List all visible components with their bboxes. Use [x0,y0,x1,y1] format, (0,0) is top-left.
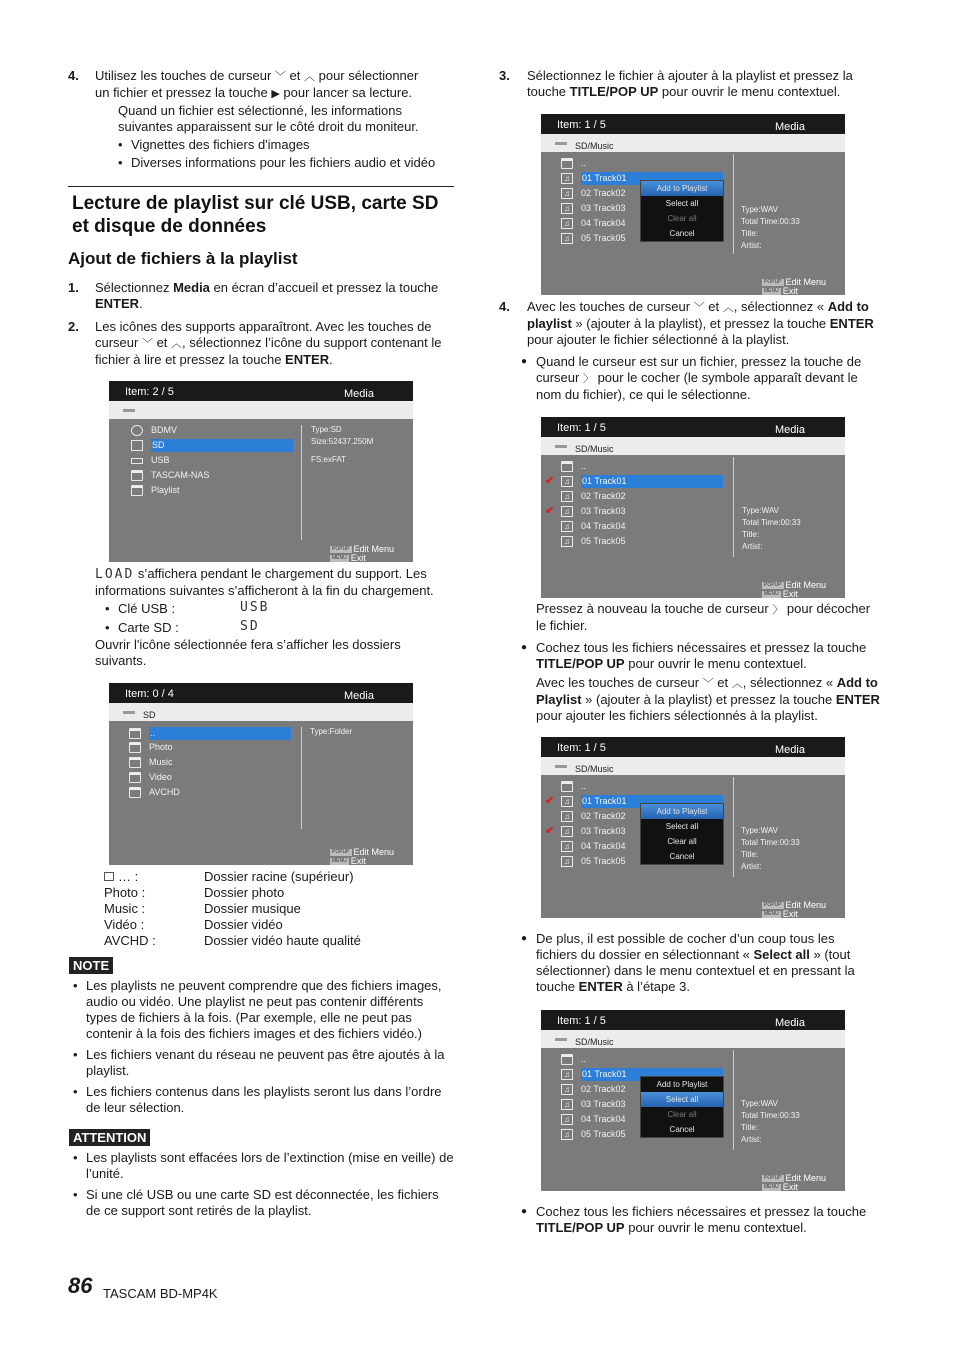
list-item[interactable]: ♫ 04 Track04 [581,840,626,853]
cursor-right-icon: 〉 [582,372,594,385]
menu-item-cancel[interactable]: Cancel [669,1125,695,1134]
bullet-item: • Carte SD : [118,620,179,636]
list-item[interactable]: BDMV [151,424,177,437]
sd-card-icon [131,440,143,451]
cursor-up-icon: ︿ [731,677,743,690]
music-screen-checked-menu: Item: 1 / 5 Media SD/Music .. ✔ ♫ 01 Track01 ♫ 02 Track02 ✔ ♫ 03 Track03 ♫ 04 Track04 ♫ 05 Track05 Add to Playlist Select all Clear all Cancel Type:WAV Total Time:00:33 Title: Artist: POPUP Edit Menu MENU Exit [541,737,845,918]
list-item[interactable]: TASCAM-NAS [151,469,209,482]
disc-icon [131,425,143,436]
music-screen-select-all: Item: 1 / 5 Media SD/Music .. ♫ 01 Track01 ♫ 02 Track02 ♫ 03 Track03 ♫ 04 Track04 ♫ 05 Track05 Add to Playlist Select all Clear all Cancel Type:WAV Total Time:00:33 Title: Artist: POPUP Edit Menu MENU Exit [541,1010,845,1191]
music-file-icon: ♫ [561,1129,573,1140]
note-item: • Les fichiers venant du réseau ne peuvent pas être ajoutés à la playlist. [86,1047,454,1079]
list-item[interactable]: ♫ 04 Track04 [581,217,626,230]
list-item[interactable]: ♫ 05 Track05 [581,1128,626,1141]
step-number: 4. [68,68,79,83]
cursor-down-icon: ﹀ [274,70,286,83]
parent-folder-icon [561,461,573,472]
section-divider [68,186,454,187]
folder-icon [129,772,141,783]
paragraph: LOAD s’affichera pendant le chargement du support. Les informations suivantes s’afficheront à la fin du chargement. [95,566,434,598]
folder-icon [129,742,141,753]
menu-item-cancel[interactable]: Cancel [669,229,695,238]
step-text: Utilisez les touches de curseur ﹀ et ︿ pour sélectionner un fichier et pressez la touche ▶ pour lancer sa lecture. [95,68,419,100]
bullet-item: ● Quand le curseur est sur un fichier, pressez la touche de curseur 〉 pour le cocher (le symbole apparaît devant le nom du fichier), ce qui le sélectionne. [536,354,876,403]
music-file-icon: ♫ [561,218,573,229]
parent-folder-icon [129,728,141,739]
bullet-item: • Vignettes des fichiers d'images [131,137,451,153]
context-menu [640,180,724,242]
music-file-icon: ♫ [561,233,573,244]
note-item: • Les playlists ne peuvent comprendre que des fichiers images, audio ou vidéo. Une playlist ne peut pas contenir différents types de fichiers à la fois. (Par exemple, elle ne peut pas contenir à la fois des fichiers images et des fichiers vidéo.) [86,978,454,1042]
music-file-icon: ♫ [561,1084,573,1095]
file-info: Type:SD Size:52437.250M FS:exFAT [311,425,374,464]
bullet-item: ● De plus, il est possible de cocher d’un coup tous les fichiers du dossier en sélectionnant « Select all » (tout sélectionner) dans le menu contextuel et en pressant la touche ENTER à l’étape 3. [536,931,876,995]
list-item[interactable]: .. [581,157,586,170]
list-item[interactable]: ♫ 04 Track04 [581,520,626,533]
cursor-right-icon: 〉 [772,603,784,616]
segment-display: SD [240,619,260,634]
segment-display: LOAD [95,567,135,582]
menu-item-select-all[interactable]: Select all [665,822,699,831]
media-screen-folders: Item: 0 / 4 Media SD .. Photo Music Video AVCHD Type:Folder POPUP Edit Menu MENU Exit [109,683,413,865]
list-item[interactable]: ♫ 05 Track05 [581,232,626,245]
list-item[interactable]: .. [149,727,291,740]
checkmark-icon: ✔ [545,505,555,517]
attention-item: • Les playlists sont effacées lors de l’extinction (mise en veille) de l’unité. [86,1150,454,1182]
menu-item-clear-all[interactable]: Clear all [667,837,697,846]
cursor-up-icon: ︿ [171,337,183,350]
music-screen-checked: Item: 1 / 5 Media SD/Music .. ✔ ♫ 01 Track01 ♫ 02 Track02 ✔ ♫ 03 Track03 ♫ 04 Track04 ♫ 05 Track05 Type:WAV Total Time:00:33 Title: Artist: POPUP Edit Menu MENU Exit [541,417,845,598]
folder-path-icon [123,409,135,412]
menu-item-clear-all[interactable]: Clear all [667,1110,697,1119]
parent-folder-icon [561,158,573,169]
list-item[interactable]: ♫ 02 Track02 [581,810,626,823]
folder-icon [129,787,141,798]
list-item[interactable]: ♫ 01 Track01 [581,1068,723,1081]
cursor-down-icon: ﹀ [141,337,153,350]
file-info: Type:WAV Total Time:00:33 Title: Artist: [741,826,800,871]
list-item[interactable]: ♫ 05 Track05 [581,535,626,548]
paragraph: Pressez à nouveau la touche de curseur 〉 pour décocher le fichier. [536,601,871,633]
menu-item-add-to-playlist[interactable]: Add to Playlist [641,181,723,196]
list-item[interactable]: ✔ ♫ 03 Track03 [545,825,626,837]
usb-icon [131,458,143,464]
step-text: Les icônes des supports apparaîtront. Avec les touches de curseur ﹀ et ︿, sélectionnez l’icône du support contenant le fichier à lire et pressez la touche ENTER. [95,319,442,367]
list-item[interactable]: .. [581,780,586,793]
list-item[interactable]: .. [581,460,586,473]
music-file-icon: ♫ [561,188,573,199]
context-menu [640,803,724,865]
checkmark-icon: ✔ [545,825,555,837]
list-item[interactable]: ✔ ♫ 01 Track01 [581,795,723,808]
bullet-item: ● Cochez tous les fichiers nécessaires et pressez la touche TITLE/POP UP pour ouvrir le menu contextuel. [536,1204,876,1236]
music-file-icon: ♫ [561,173,573,184]
cursor-down-icon: ﹀ [693,301,705,314]
menu-item-select-all[interactable]: Select all [665,199,699,208]
step-number: 1. [68,280,79,295]
list-item[interactable]: SD [151,439,293,452]
folder-icon [104,872,114,881]
music-screen-context-menu: Item: 1 / 5 Media SD/Music .. ♫ 01 Track01 ♫ 02 Track02 ♫ 03 Track03 ♫ 04 Track04 ♫ 05 Track05 Add to Playlist Select all Clear all Cancel Type:WAV Total Time:00:33 Title: Artist: POPUP Edit Menu MENU Exit [541,114,845,295]
list-item[interactable]: ♫ 05 Track05 [581,855,626,868]
file-info: Type:WAV Total Time:00:33 Title: Artist: [741,205,800,250]
context-menu [640,1076,724,1138]
step-number: 3. [499,68,510,83]
section-title: Lecture de playlist sur clé USB, carte SD et disque de données [72,193,439,237]
note-item: • Les fichiers contenus dans les playlists seront lus dans l’ordre de leur sélection. [86,1084,454,1116]
music-file-icon: ♫ [561,506,573,517]
menu-item-clear-all[interactable]: Clear all [667,214,697,223]
step-text: Avec les touches de curseur ﹀ et ︿, sélectionnez « Add to playlist » (ajouter à la playlist), et pressez la touche ENTER pour ajouter le fichier sélectionné à la playlist. [527,299,874,347]
music-file-icon: ♫ [561,856,573,867]
checkmark-icon: ✔ [545,475,555,487]
bullet-item: • Clé USB : [118,601,175,617]
music-file-icon: ♫ [561,1069,573,1080]
menu-item-add-to-playlist[interactable]: Add to Playlist [641,804,723,819]
menu-item-add-to-playlist[interactable]: Add to Playlist [656,1080,708,1089]
music-file-icon: ♫ [561,536,573,547]
list-item[interactable]: ♫ 03 Track03 [581,202,626,215]
segment-display: USB [240,600,270,615]
music-file-icon: ♫ [561,811,573,822]
list-item[interactable]: Photo [149,741,173,754]
step-text: Sélectionnez le fichier à ajouter à la playlist et pressez la touche TITLE/POP UP pour ouvrir le menu contextuel. [527,68,853,99]
music-file-icon: ♫ [561,826,573,837]
subsection-title: Ajout de fichiers à la playlist [68,249,298,268]
step-number: 4. [499,299,510,314]
list-item[interactable]: Video [149,771,172,784]
cursor-up-icon: ︿ [722,301,734,314]
file-info: Type:Folder [310,727,353,736]
menu-item-cancel[interactable]: Cancel [669,852,695,861]
step-text: Sélectionnez Media en écran d’accueil et pressez la touche ENTER. [95,280,439,311]
music-file-icon: ♫ [561,841,573,852]
file-info: Type:WAV Total Time:00:33 Title: Artist: [742,506,801,551]
list-item[interactable]: ✔ ♫ 01 Track01 [581,475,723,488]
list-item[interactable]: ♫ 01 Track01 [581,172,723,185]
music-file-icon: ♫ [561,1114,573,1125]
product-name: TASCAM BD-MP4K [103,1286,218,1301]
list-item[interactable]: .. [581,1053,586,1066]
list-item[interactable]: ♫ 02 Track02 [581,490,626,503]
file-info: Type:WAV Total Time:00:33 Title: Artist: [741,1099,800,1144]
list-item[interactable]: ♫ 02 Track02 [581,1083,626,1096]
list-item[interactable]: ♫ 03 Track03 [581,1098,626,1111]
music-file-icon: ♫ [561,203,573,214]
list-item[interactable]: Playlist [151,484,180,497]
folder-icon [129,757,141,768]
nas-icon [131,470,143,481]
list-item[interactable]: USB [151,454,170,467]
bullet-item: • Diverses informations pour les fichiers audio et vidéo [131,155,451,171]
menu-item-select-all[interactable]: Select all [641,1092,723,1107]
paragraph: Avec les touches de curseur ﹀ et ︿, sélectionnez « Add to Playlist » (ajouter à la playlist) et pressez la touche ENTER pour ajouter les fichiers sélectionnés à la playlist. [536,675,880,723]
music-file-icon: ♫ [561,521,573,532]
list-item[interactable]: AVCHD [149,786,180,799]
list-item[interactable]: ✔ ♫ 03 Track03 [545,505,626,517]
parent-folder-icon [561,781,573,792]
music-file-icon: ♫ [561,491,573,502]
paragraph: Ouvrir l'icône sélectionnée fera s’afficher les dossiers suivants. [95,637,401,668]
list-item[interactable]: ♫ 02 Track02 [581,187,626,200]
playlist-icon [131,485,143,496]
media-screen-sd: Item: 2 / 5 Media BDMV SD USB TASCAM-NAS Playlist Type:SD Size:52437.250M FS:exFAT POPUP Edit Menu MENU Exit [109,381,413,562]
music-file-icon: ♫ [561,796,573,807]
list-item[interactable]: ♫ 04 Track04 [581,1113,626,1126]
play-icon: ▶ [271,88,280,100]
step-number: 2. [68,319,79,334]
page-number: 86 [68,1273,93,1298]
parent-folder-icon [561,1054,573,1065]
music-file-icon: ♫ [561,476,573,487]
music-file-icon: ♫ [561,1099,573,1110]
paragraph: Quand un fichier est sélectionné, les informations suivantes apparaissent sur le côté droit du moniteur. [118,103,419,134]
checkmark-icon: ✔ [545,795,555,807]
cursor-up-icon: ︿ [304,70,315,83]
list-item[interactable]: Music [149,756,173,769]
bullet-item: ● Cochez tous les fichiers nécessaires et pressez la touche TITLE/POP UP pour ouvrir le menu contextuel. [536,640,876,672]
cursor-down-icon: ﹀ [702,677,714,690]
note-label: NOTE [69,957,113,974]
attention-label: ATTENTION [69,1129,150,1146]
attention-item: • Si une clé USB ou une carte SD est déconnectée, les fichiers de ce support sont retirés de la playlist. [86,1187,454,1219]
